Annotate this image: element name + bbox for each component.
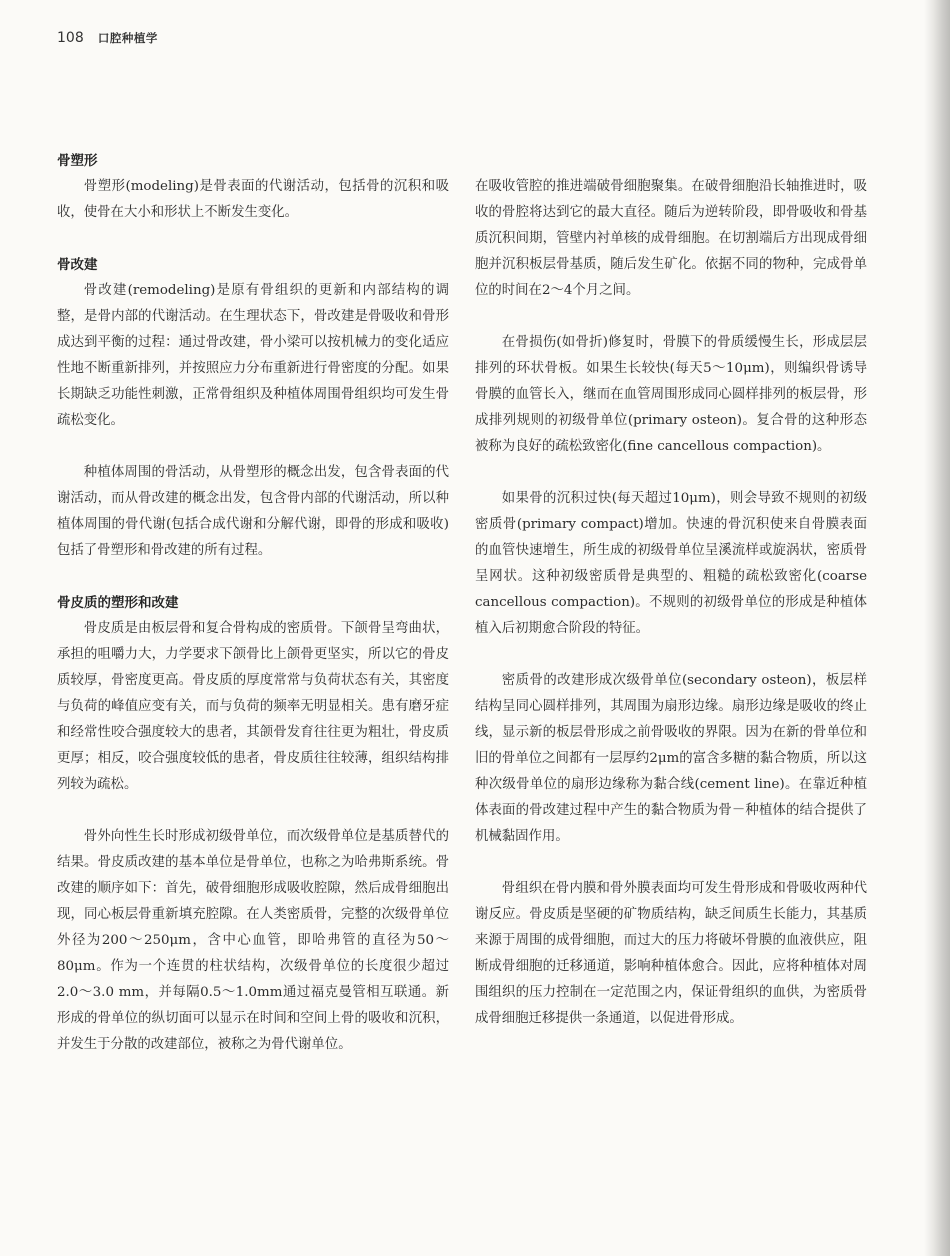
paragraph-right-5: 骨组织在骨内膜和骨外膜表面均可发生骨形成和骨吸收两种代谢反应。骨皮质是坚硬的矿物质结构，缺乏间质生长能力，其基质来源于周围的成骨细胞，而过大的压力将破坏骨膜的血液供应，阻断成骨细胞的迁移通道，影响种植体愈合。因此，应将种植体对周围组织的压力控制在一定范围之内，保证骨组织的血供，为密质骨成骨细胞迁移提供一条通道，以促进骨形成。 bbox=[475, 881, 867, 1026]
book-title: 口腔种植学 bbox=[97, 31, 158, 45]
section-heading-remodeling: 骨改建 bbox=[57, 257, 98, 273]
paragraph-modeling: 骨塑形(modeling)是骨表面的代谢活动，包括骨的沉积和吸收，使骨在大小和形状上不断发生变化。 bbox=[57, 179, 449, 220]
paragraph-peri-implant: 种植体周围的骨活动，从骨塑形的概念出发，包含骨表面的代谢活动，而从骨改建的概念出发，包含骨内部的代谢活动，所以种植体周围的骨代谢(包括合成代谢和分解代谢，即骨的形成和吸收)包括了骨塑形和骨改建的所有过程。 bbox=[57, 465, 449, 558]
paragraph-right-3: 如果骨的沉积过快(每天超过10μm)，则会导致不规则的初级密质骨(primary compact)增加。快速的骨沉积使来自骨膜表面的血管快速增生，所生成的初级骨单位呈溪流样或旋涡状，密质骨呈网状。这种初级密质骨是典型的、粗糙的疏松致密化(coarse cancellous compaction)。不规则的初级骨单位的形成是种植体植入后初期愈合阶段的特征。 bbox=[475, 491, 867, 636]
paragraph-right-1: 在吸收管腔的推进端破骨细胞聚集。在破骨细胞沿长轴推进时，吸收的骨腔将达到它的最大直径。随后为逆转阶段，即骨吸收和骨基质沉积间期，管壁内衬单核的成骨细胞。在切割端后方出现成骨细胞并沉积板层骨基质，随后发生矿化。依据不同的物种，完成骨单位的时间在2～4个月之间。 bbox=[475, 179, 867, 298]
paragraph-right-4: 密质骨的改建形成次级骨单位(secondary osteon)，板层样结构呈同心圆样排列，其周围为扇形边缘。扇形边缘是吸收的终止线，显示新的板层骨形成之前骨吸收的界限。因为在新的骨单位和旧的骨单位之间都有一层厚约2μm的富含多糖的黏合物质，所以这种次级骨单位的扇形边缘称为黏合线(cement line)。在靠近种植体表面的骨改建过程中产生的黏合物质为骨－种植体的结合提供了机械黏固作用。 bbox=[475, 673, 867, 844]
running-header bbox=[57, 30, 158, 46]
right-column bbox=[475, 148, 867, 1032]
paragraph-cortical-2: 骨外向性生长时形成初级骨单位，而次级骨单位是基质替代的结果。骨皮质改建的基本单位是骨单位，也称之为哈弗斯系统。骨改建的顺序如下：首先，破骨细胞形成吸收腔隙，然后成骨细胞出现，同心板层骨重新填充腔隙。在人类密质骨，完整的次级骨单位外径为200～250μm，含中心血管，即哈弗管的直径为50～80μm。作为一个连贯的柱状结构，次级骨单位的长度很少超过2.0～3.0 mm，并每隔0.5～1.0mm通过福克曼管相互联通。新形成的骨单位的纵切面可以显示在时间和空间上骨的吸收和沉积，并发生于分散的改建部位，被称之为骨代谢单位。 bbox=[57, 829, 449, 1052]
section-heading-cortical: 骨皮质的塑形和改建 bbox=[57, 595, 179, 611]
page-edge-shadow bbox=[924, 0, 950, 1256]
left-column bbox=[57, 148, 449, 1058]
paragraph-cortical-1: 骨皮质是由板层骨和复合骨构成的密质骨。下颌骨呈弯曲状，承担的咀嚼力大，力学要求下颌骨比上颌骨更坚实，所以它的骨皮质较厚，骨密度更高。骨皮质的厚度常常与负荷状态有关，其密度与负荷的峰值应变有关，而与负荷的频率无明显相关。患有磨牙症和经常性咬合强度较大的患者，其颌骨发育往往更为粗壮，骨皮质更厚；相反，咬合强度较低的患者，骨皮质往往较薄，组织结构排列较为疏松。 bbox=[57, 621, 449, 792]
paragraph-remodeling: 骨改建(remodeling)是原有骨组织的更新和内部结构的调整，是骨内部的代谢活动。在生理状态下，骨改建是骨吸收和骨形成达到平衡的过程：通过骨改建，骨小梁可以按机械力的变化适应性地不断重新排列，并按照应力分布重新进行骨密度的分配。如果长期缺乏功能性刺激，正常骨组织及种植体周围骨组织均可发生骨疏松变化。 bbox=[57, 283, 449, 428]
section-heading-modeling: 骨塑形 bbox=[57, 153, 98, 169]
page-number: 108 bbox=[57, 30, 84, 46]
paragraph-right-2: 在骨损伤(如骨折)修复时，骨膜下的骨质缓慢生长，形成层层排列的环状骨板。如果生长较快(每天5～10μm)，则编织骨诱导骨膜的血管长入，继而在血管周围形成同心圆样排列的板层骨，形成排列规则的初级骨单位(primary osteon)。复合骨的这种形态被称为良好的疏松致密化(fine cancellous compaction)。 bbox=[475, 335, 867, 454]
